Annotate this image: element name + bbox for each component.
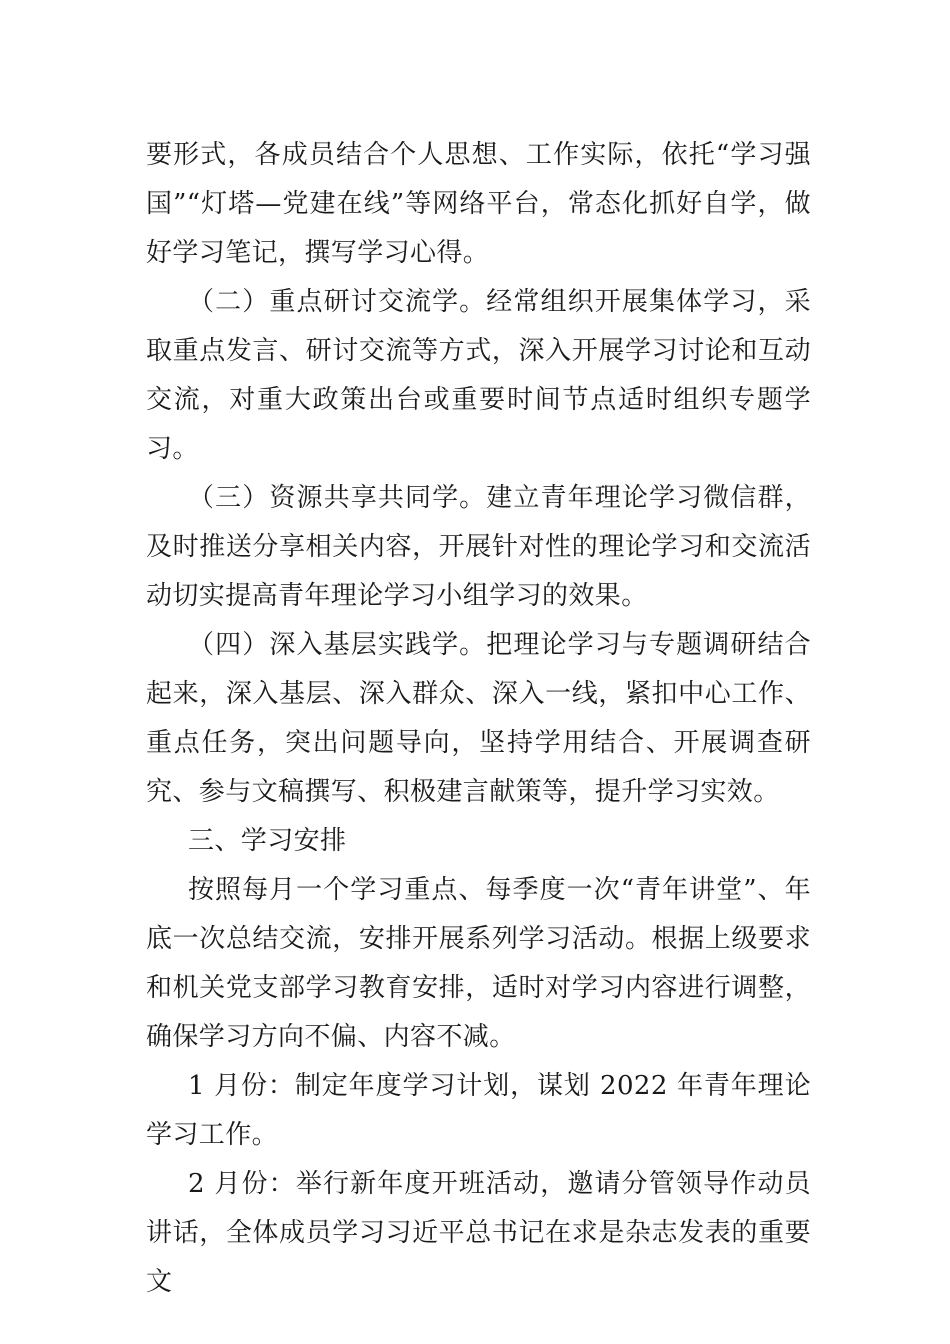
paragraph-resource-sharing: （三）资源共享共同学。建立青年理论学习微信群，及时推送分享相关内容，开展针对性的理论学习和交流活动切实提高青年理论学习小组学习的效果。	[146, 483, 811, 611]
paragraph-schedule-overview: 按照每月一个学习重点、每季度一次“青年讲堂”、年底一次总结交流，安排开展系列学习活动。根据上级要求和机关党支部学习教育安排，适时对学习内容进行调整，确保学习方向不偏、内容不减。	[146, 875, 811, 1052]
paragraph-february: 2 月份：举行新年度开班活动，邀请分管领导作动员讲话，全体成员学习习近平总书记在求是杂志发表的重要文	[146, 1169, 811, 1297]
section-heading-study-schedule: 三、学习安排	[188, 826, 347, 856]
paragraph-continuation: 要形式，各成员结合个人思想、工作实际，依托“学习强国”“灯塔—党建在线”等网络平台，常态化抓好自学，做好学习笔记，撰写学习心得。	[146, 140, 811, 268]
paragraph-january: 1 月份：制定年度学习计划，谋划 2022 年青年理论学习工作。	[146, 1071, 811, 1150]
paragraph-key-discussion: （二）重点研讨交流学。经常组织开展集体学习，采取重点发言、研讨交流等方式，深入开展学习讨论和互动交流，对重大政策出台或重要时间节点适时组织专题学习。	[146, 287, 811, 464]
document-body	[146, 131, 811, 1307]
paragraph-grassroots-practice: （四）深入基层实践学。把理论学习与专题调研结合起来，深入基层、深入群众、深入一线，紧扣中心工作、重点任务，突出问题导向，坚持学用结合、开展调查研究、参与文稿撰写、积极建言献策等，提升学习实效。	[146, 630, 811, 807]
